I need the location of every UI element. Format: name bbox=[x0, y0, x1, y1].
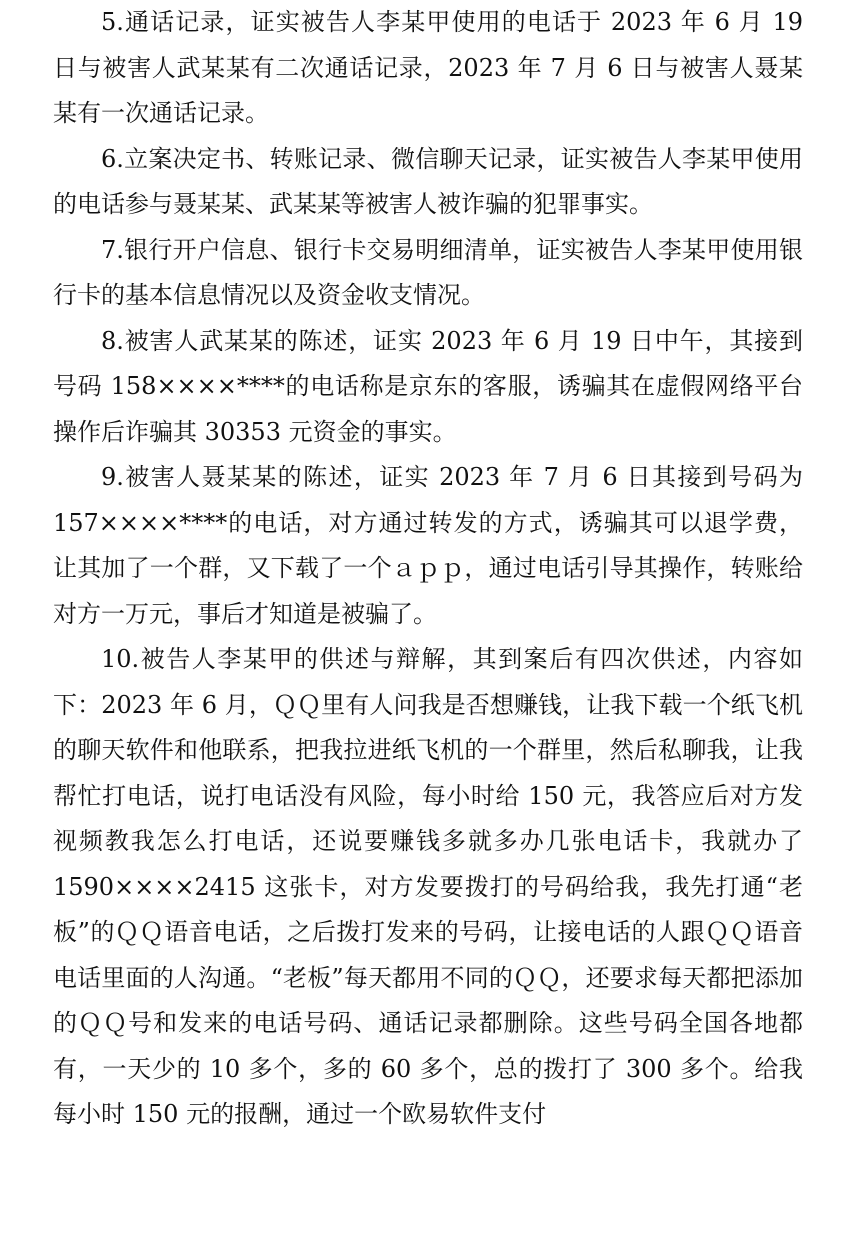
paragraph-7-bank-info: 7.银行开户信息、银行卡交易明细清单，证实被告人李某甲使用银行卡的基本信息情况以及资金收支情况。 bbox=[53, 235, 803, 309]
paragraph-5-call-records: 5.通话记录，证实被告人李某甲使用的电话于 2023 年 6 月 19 日与被害人武某某有二次通话记录，2023 年 7 月 6 日与被害人聂某某有一次通话记录。 bbox=[53, 8, 803, 127]
paragraph-8-victim-wu-statement: 8.被害人武某某的陈述，证实 2023 年 6 月 19 日中午，其接到号码 158××××****的电话称是京东的客服，诱骗其在虚假网络平台操作后诈骗其 30353 元资金的事实。 bbox=[53, 326, 803, 446]
paragraph-10-defendant-confession: 10.被告人李某甲的供述与辩解，其到案后有四次供述，内容如下：2023 年 6 月，ＱＱ里有人问我是否想赚钱，让我下载一个纸飞机的聊天软件和他联系，把我拉进纸飞机的一个群里，然后私聊我，让我帮忙打电话，说打电话没有风险，每小时给 150 元，我答应后对方发视频教我怎么打电话，还说要赚钱多就多办几张电话卡，我就办了 1590××××2415 这张卡，对方发要拨打的号码给我，我先打通“老板”的ＱＱ语音电话，之后拨打发来的号码，让接电话的人跟ＱＱ语音电话里面的人沟通。“老板”每天都用不同的ＱＱ，还要求每天都把添加的ＱＱ号和发来的电话号码、通话记录都删除。这些号码全国各地都有，一天少的 10 多个，多的 60 多个，总的拨打了 300 多个。给我每小时 150 元的报酬，通过一个欧易软件支付 bbox=[53, 645, 803, 1128]
paragraph-9-victim-nie-statement: 9.被害人聂某某的陈述，证实 2023 年 7 月 6 日其接到号码为 157××××****的电话，对方通过转发的方式，诱骗其可以退学费，让其加了一个群，又下载了一个ａｐｐ，通过电话引导其操作，转账给对方一万元，事后才知道是被骗了。 bbox=[53, 463, 803, 628]
document-page bbox=[53, 0, 803, 1138]
paragraph-6-case-filing: 6.立案决定书、转账记录、微信聊天记录，证实被告人李某甲使用的电话参与聂某某、武某某等被害人被诈骗的犯罪事实。 bbox=[53, 144, 803, 218]
